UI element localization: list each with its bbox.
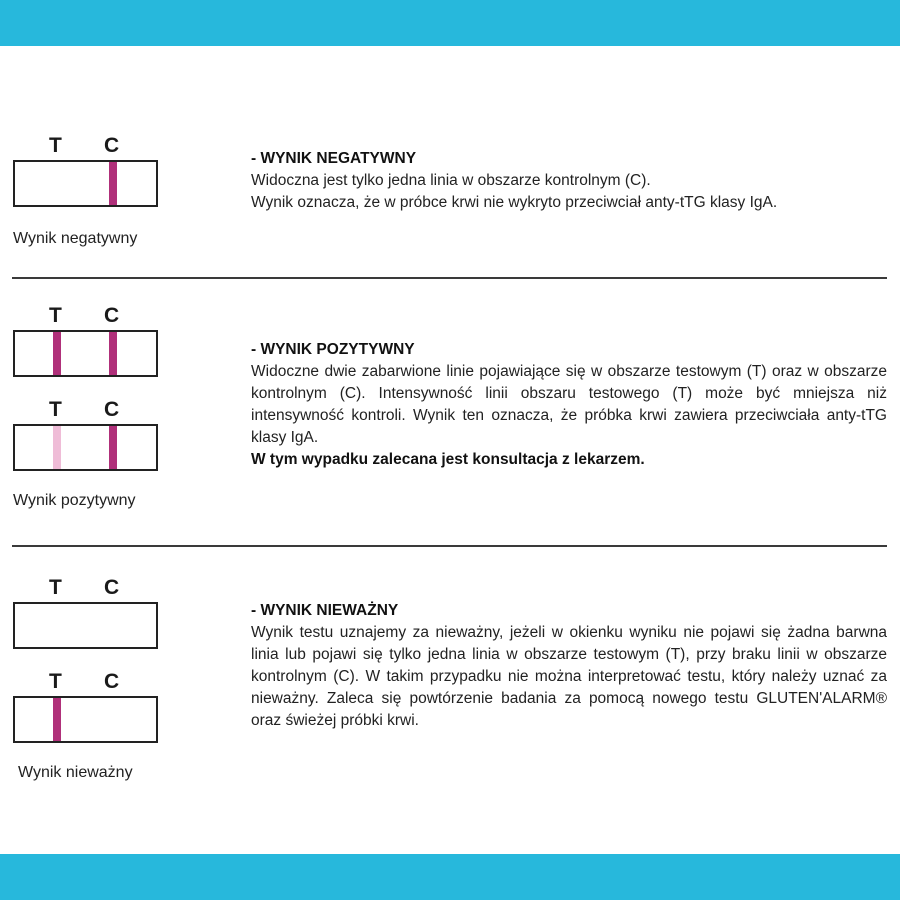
test-strip-window bbox=[13, 160, 158, 207]
negative-line-2: Wynik oznacza, że w próbce krwi nie wykryto przeciwciał anty-tTG klasy IgA. bbox=[251, 194, 778, 211]
positive-strip-group-1 bbox=[13, 304, 157, 377]
positive-caption: Wynik pozytywny bbox=[13, 492, 136, 509]
negative-line-1: Widoczna jest tylko jedna linia w obszarze kontrolnym (C). bbox=[251, 172, 651, 189]
strip-tc-labels bbox=[13, 304, 157, 330]
invalid-heading: - WYNIK NIEWAŻNY bbox=[251, 602, 399, 619]
t-label: T bbox=[49, 398, 62, 421]
negative-heading: - WYNIK NEGATYWNY bbox=[251, 150, 417, 167]
negative-strip-group bbox=[13, 134, 157, 207]
invalid-strip-group-1 bbox=[13, 576, 157, 649]
positive-strip-group-2 bbox=[13, 398, 157, 471]
positive-heading: - WYNIK POZYTYWNY bbox=[251, 341, 415, 358]
top-color-band bbox=[0, 0, 900, 46]
section-divider bbox=[12, 545, 887, 547]
positive-recommendation: W tym wypadku zalecana jest konsultacja z lekarzem. bbox=[251, 451, 645, 468]
positive-description bbox=[251, 339, 887, 471]
control-line bbox=[109, 426, 117, 469]
t-label: T bbox=[49, 576, 62, 599]
t-label: T bbox=[49, 304, 62, 327]
strip-tc-labels bbox=[13, 576, 157, 602]
test-line bbox=[53, 332, 61, 375]
invalid-caption: Wynik nieważny bbox=[18, 764, 133, 781]
invalid-body: Wynik testu uznajemy za nieważny, jeżeli w okienku wyniku nie pojawi się żadna barwna linia lub pojawi się tylko jedna linia w obszarze testowym (T), przy braku linii w obszarze kontrolnym (C). W takim przypadku nie można interpretować testu, który należy uznać za nieważny. Zaleca się powtórzenie badania za pomocą nowego testu GLUTEN'ALARM® oraz świeżej próbki krwi. bbox=[251, 624, 887, 729]
negative-caption: Wynik negatywny bbox=[13, 230, 138, 247]
c-label: C bbox=[104, 304, 120, 327]
test-strip-window bbox=[13, 424, 158, 471]
strip-tc-labels bbox=[13, 134, 157, 160]
test-line bbox=[53, 698, 61, 741]
faint-test-line bbox=[53, 426, 61, 469]
c-label: C bbox=[104, 576, 120, 599]
control-line bbox=[109, 332, 117, 375]
invalid-strip-group-2 bbox=[13, 670, 157, 743]
section-divider bbox=[12, 277, 887, 279]
test-strip-window bbox=[13, 696, 158, 743]
bottom-color-band bbox=[0, 854, 900, 900]
c-label: C bbox=[104, 398, 120, 421]
t-label: T bbox=[49, 134, 62, 157]
negative-description bbox=[251, 148, 887, 214]
control-line bbox=[109, 162, 117, 205]
test-strip-window bbox=[13, 602, 158, 649]
test-strip-window bbox=[13, 330, 158, 377]
positive-body: Widoczne dwie zabarwione linie pojawiające się w obszarze testowym (T) oraz w obszarze kontrolnym (C). Intensywność linii obszaru testowego (T) może być mniejsza niż intensywność kontroli. Wynik ten oznacza, że próbka krwi zawiera przeciwciała anty-tTG klasy IgA. bbox=[251, 363, 887, 446]
invalid-description bbox=[251, 600, 887, 732]
t-label: T bbox=[49, 670, 62, 693]
c-label: C bbox=[104, 670, 120, 693]
c-label: C bbox=[104, 134, 120, 157]
strip-tc-labels bbox=[13, 670, 157, 696]
strip-tc-labels bbox=[13, 398, 157, 424]
